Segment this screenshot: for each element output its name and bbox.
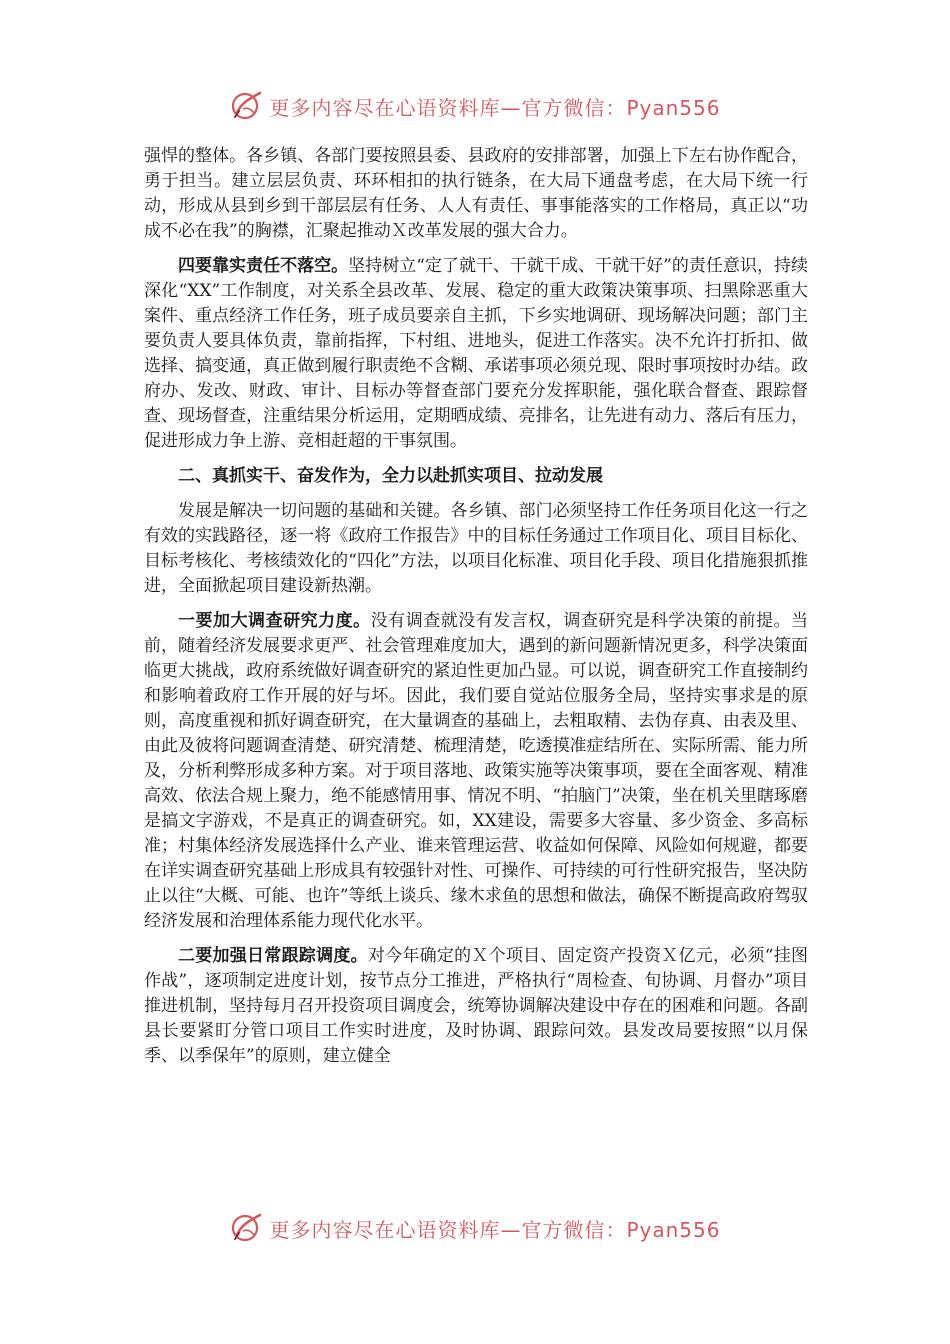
header-banner [0,86,950,126]
paragraph-text: 强悍的整体。各乡镇、各部门要按照县委、县政府的安排部署，加强上下左右协作配合，勇于担当。建立层层负责、环环相扣的执行链条，在大局下通盘考虑，在大局下统一行动，形成从县到乡到干部层层有任务、人人有责任、事事能落实的工作格局，真正以“功成不必在我”的胸襟，汇聚起推动Ｘ改革发展的强大合力。 [144,146,808,241]
section-heading [144,464,808,489]
footer-banner [0,1208,950,1248]
paragraph [144,609,808,934]
paragraph [144,944,808,1069]
paragraph-text: 对今年确定的Ｘ个项目、固定资产投资Ｘ亿元，必须“挂图作战”，逐项制定进度计划，按节点分工推进，严格执行“周检查、旬协调、月督办”项目推进机制，坚持每月召开投资项目调度会，统筹协调解决建设中存在的困难和问题。各副县长要紧盯分管口项目工作实时进度，及时协调、跟踪问效。县发改局要按照“以月保季、以季保年”的原则，建立健全 [144,946,808,1066]
paragraph-text: 发展是解决一切问题的基础和关键。各乡镇、部门必须坚持工作任务项目化这一行之有效的实践路径，逐一将《政府工作报告》中的目标任务通过工作项目化、项目目标化、目标考核化、考核绩效化的“四化”方法，以项目化标准、项目化手段、项目化措施狠抓推进，全面掀起项目建设新热潮。 [144,501,808,596]
section-heading-text: 二、真抓实干、奋发作为，全力以赴抓实项目、拉动发展 [178,466,603,486]
paragraph [144,499,808,599]
paragraph [144,254,808,454]
paragraph-text: 坚持树立“定了就干、干就干成、干就干好”的责任意识，持续深化“XX”工作制度，对关系全县改革、发展、稳定的重大政策决策事项、扫黑除恶重大案件、重点经济工作任务，班子成员要亲自主抓，下乡实地调研、现场解决问题；部门主要负责人要具体负责，靠前指挥，下村组、进地头，促进工作落实。决不允许打折扣、做选择、搞变通，真正做到履行职责绝不含糊、承诺事项必须兑现、限时事项按时办结。政府办、发改、财政、审计、目标办等督查部门要充分发挥职能，强化联合督查、跟踪督查、现场督查，注重结果分析运用，定期晒成绩、亮排名，让先进有动力、落后有压力，促进形成力争上游、竞相赶超的干事氛围。 [144,256,808,451]
document-body [144,144,808,1069]
banner-text: 更多内容尽在心语资料库—官方微信：Pyan556 [269,1217,721,1242]
paragraph-lead-bold: 一要加大调查研究力度。 [178,611,371,631]
paragraph [144,144,808,244]
banner-text: 更多内容尽在心语资料库—官方微信：Pyan556 [269,95,721,120]
pen-logo-icon [229,1211,263,1245]
pen-logo-icon [229,89,263,123]
paragraph-lead-bold: 四要靠实责任不落空。 [178,256,349,276]
paragraph-text: 没有调查就没有发言权，调查研究是科学决策的前提。当前，随着经济发展要求更严、社会管理难度加大，遇到的新问题新情况更多，科学决策面临更大挑战，政府系统做好调查研究的紧迫性更加凸显。可以说，调查研究工作直接制约和影响着政府工作开展的好与坏。因此，我们要自觉站位服务全局，坚持实事求是的原则，高度重视和抓好调查研究，在大量调查的基础上，去粗取精、去伪存真、由表及里、由此及彼将问题调查清楚、研究清楚、梳理清楚，吃透摸准症结所在、实际所需、能力所及，分析利弊形成多种方案。对于项目落地、政策实施等决策事项，要在全面客观、精准高效、依法合规上聚力，绝不能感情用事、情况不明、“拍脑门”决策，坐在机关里瞎琢磨是搞文字游戏，不是真正的调查研究。如，XX建设，需要多大容量、多少资金、多高标准；村集体经济发展选择什么产业、谁来管理运营、收益如何保障、风险如何规避，都要在详实调查研究基础上形成具有较强针对性、可操作、可持续的可行性研究报告，坚决防止以往“大概、可能、也许”等纸上谈兵、缘木求鱼的思想和做法，确保不断提高政府驾驭经济发展和治理体系能力现代化水平。 [144,611,809,931]
paragraph-lead-bold: 二要加强日常跟踪调度。 [178,946,368,966]
